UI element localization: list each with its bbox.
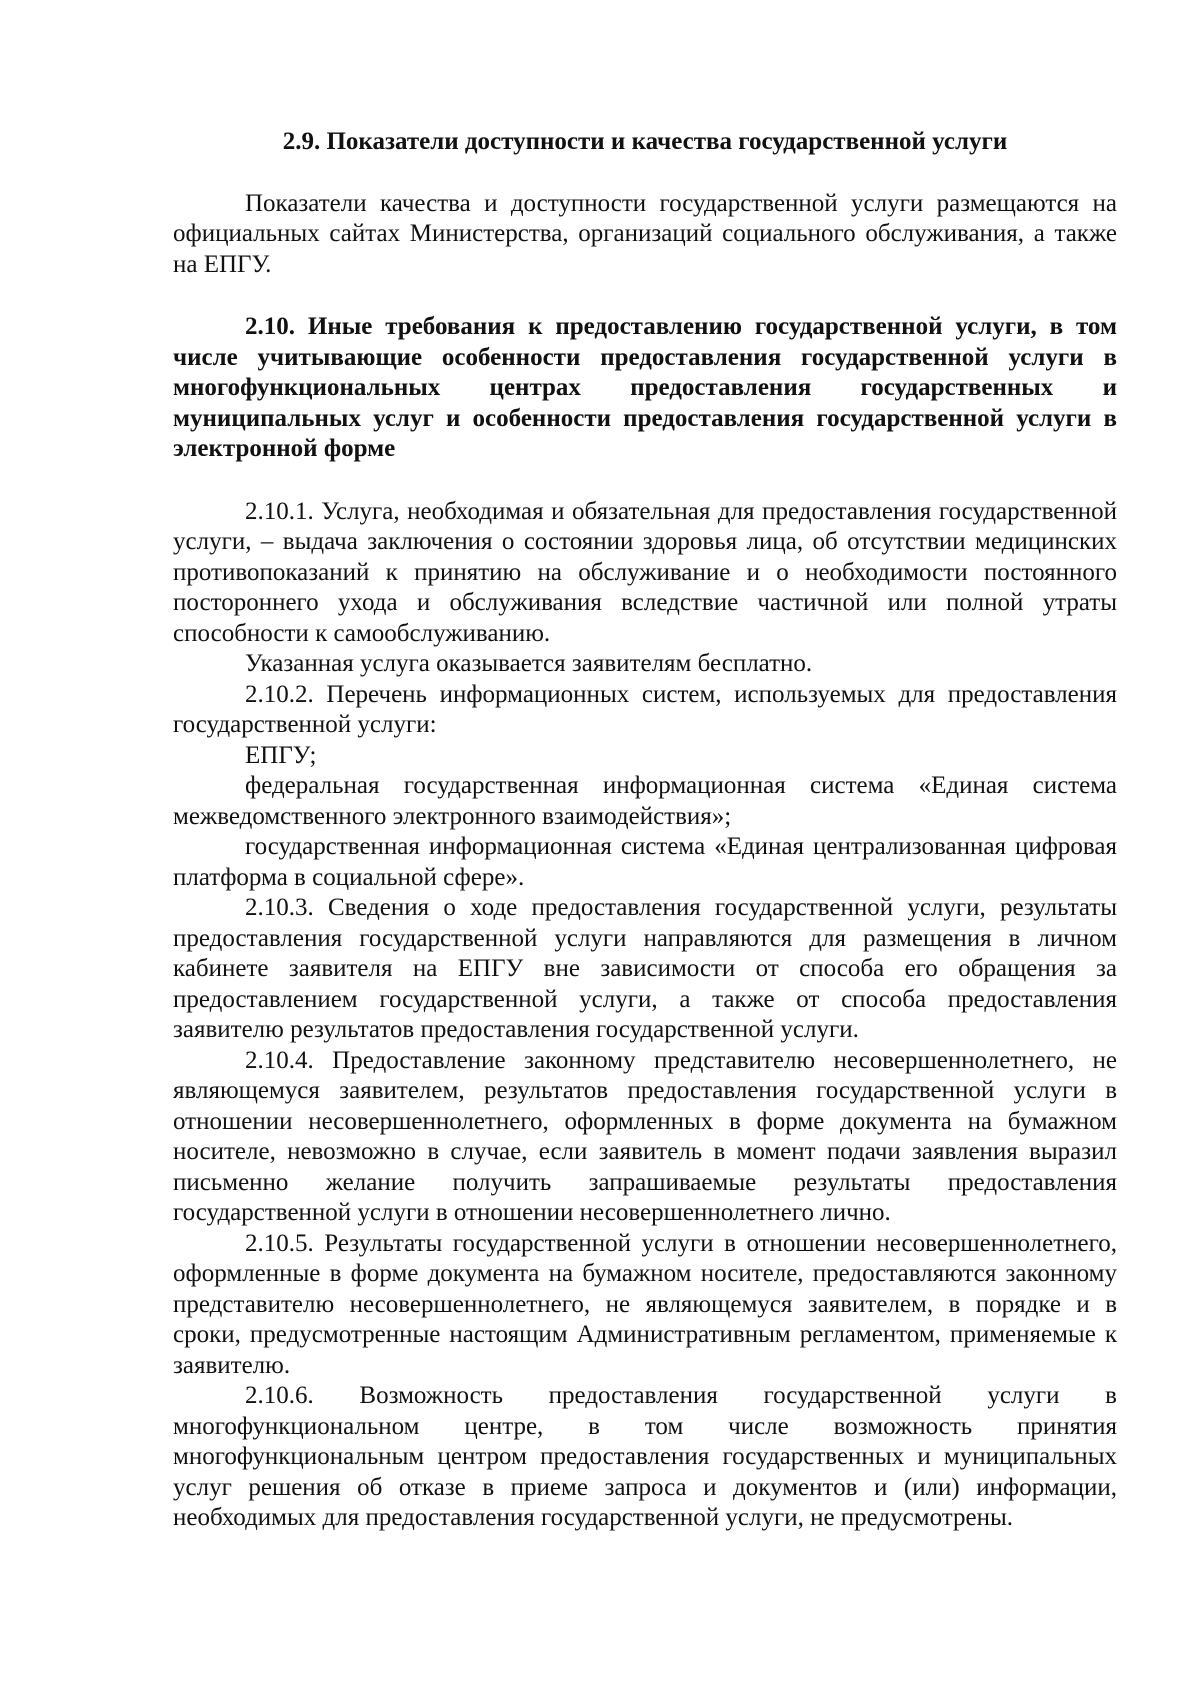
paragraph-2-10-2: 2.10.2. Перечень информационных систем, используемых для предоставления государственной услуги:: [173, 680, 1117, 738]
list-item-platform: государственная информационная система «Единая централизованная цифровая платформа в социальной сфере».: [173, 833, 1117, 891]
section-2-9-text: Показатели качества и доступности государственной услуги размещаются на официальных сайтах Министерства, организаций социального обслуживания, а также на ЕПГУ.: [173, 189, 1117, 278]
paragraph-2-10-6: 2.10.6. Возможность предоставления государственной услуги в многофункциональном центре, в том числе возможность принятия многофункциональным центром предоставления государственных и муниципальных услуг решения об отказе в приеме запроса и документов и (или) информации, необходимых для предоставления государственной услуги, не предусмотрены.: [173, 1382, 1117, 1531]
paragraph-2-10-3: 2.10.3. Сведения о ходе предоставления государственной услуги, результаты предоставления государственной услуги направляются для размещения в личном кабинете заявителя на ЕПГУ вне зависимости от способа его обращения за предоставлением государственной услуги, а также от способа предоставления заявителю результатов предоставления государственной услуги.: [173, 894, 1117, 1043]
document-body: [173, 127, 1117, 1534]
paragraph-2-10-5: 2.10.5. Результаты государственной услуги в отношении несовершеннолетнего, оформленные в форме документа на бумажном носителе, предоставляются законному представителю несовершеннолетнего, не являющемуся заявителем, в порядке и в сроки, предусмотренные настоящим Административным регламентом, применяемые к заявителю.: [173, 1229, 1117, 1379]
section-2-10-heading: 2.10. Иные требования к предоставлению государственной услуги, в том числе учитывающие особенности предоставления государственной услуги в многофункциональных центрах предоставления государственных и муниципальных услуг и особенности предоставления государственной услуги в электронной форме: [173, 313, 1117, 462]
paragraph-2-10-4: 2.10.4. Предоставление законному представителю несовершеннолетнего, не являющемуся заявителем, результатов предоставления государственной услуги в отношении несовершеннолетнего, оформленных в форме документа на бумажном носителе, невозможно в случае, если заявитель в момент подачи заявления выразил письменно желание получить запрашиваемые результаты предоставления государственной услуги в отношении несовершеннолетнего лично.: [173, 1046, 1117, 1226]
paragraph-free-service: Указанная услуга оказывается заявителям бесплатно.: [245, 650, 813, 677]
list-item-epgu: ЕПГУ;: [245, 741, 317, 769]
list-item-smev: федеральная государственная информационная система «Единая система межведомственного электронного взаимодействия»;: [173, 772, 1117, 830]
section-2-9-heading: 2.9. Показатели доступности и качества государственной услуги: [282, 128, 1008, 155]
paragraph-2-10-1: 2.10.1. Услуга, необходимая и обязательная для предоставления государственной услуги, – выдача заключения о состоянии здоровья лица, об отсутствии медицинских противопоказаний к принятию на обслуживание и о необходимости постоянного постороннего ухода и обслуживания вследствие частичной или полной утраты способности к самообслуживанию.: [173, 497, 1117, 647]
